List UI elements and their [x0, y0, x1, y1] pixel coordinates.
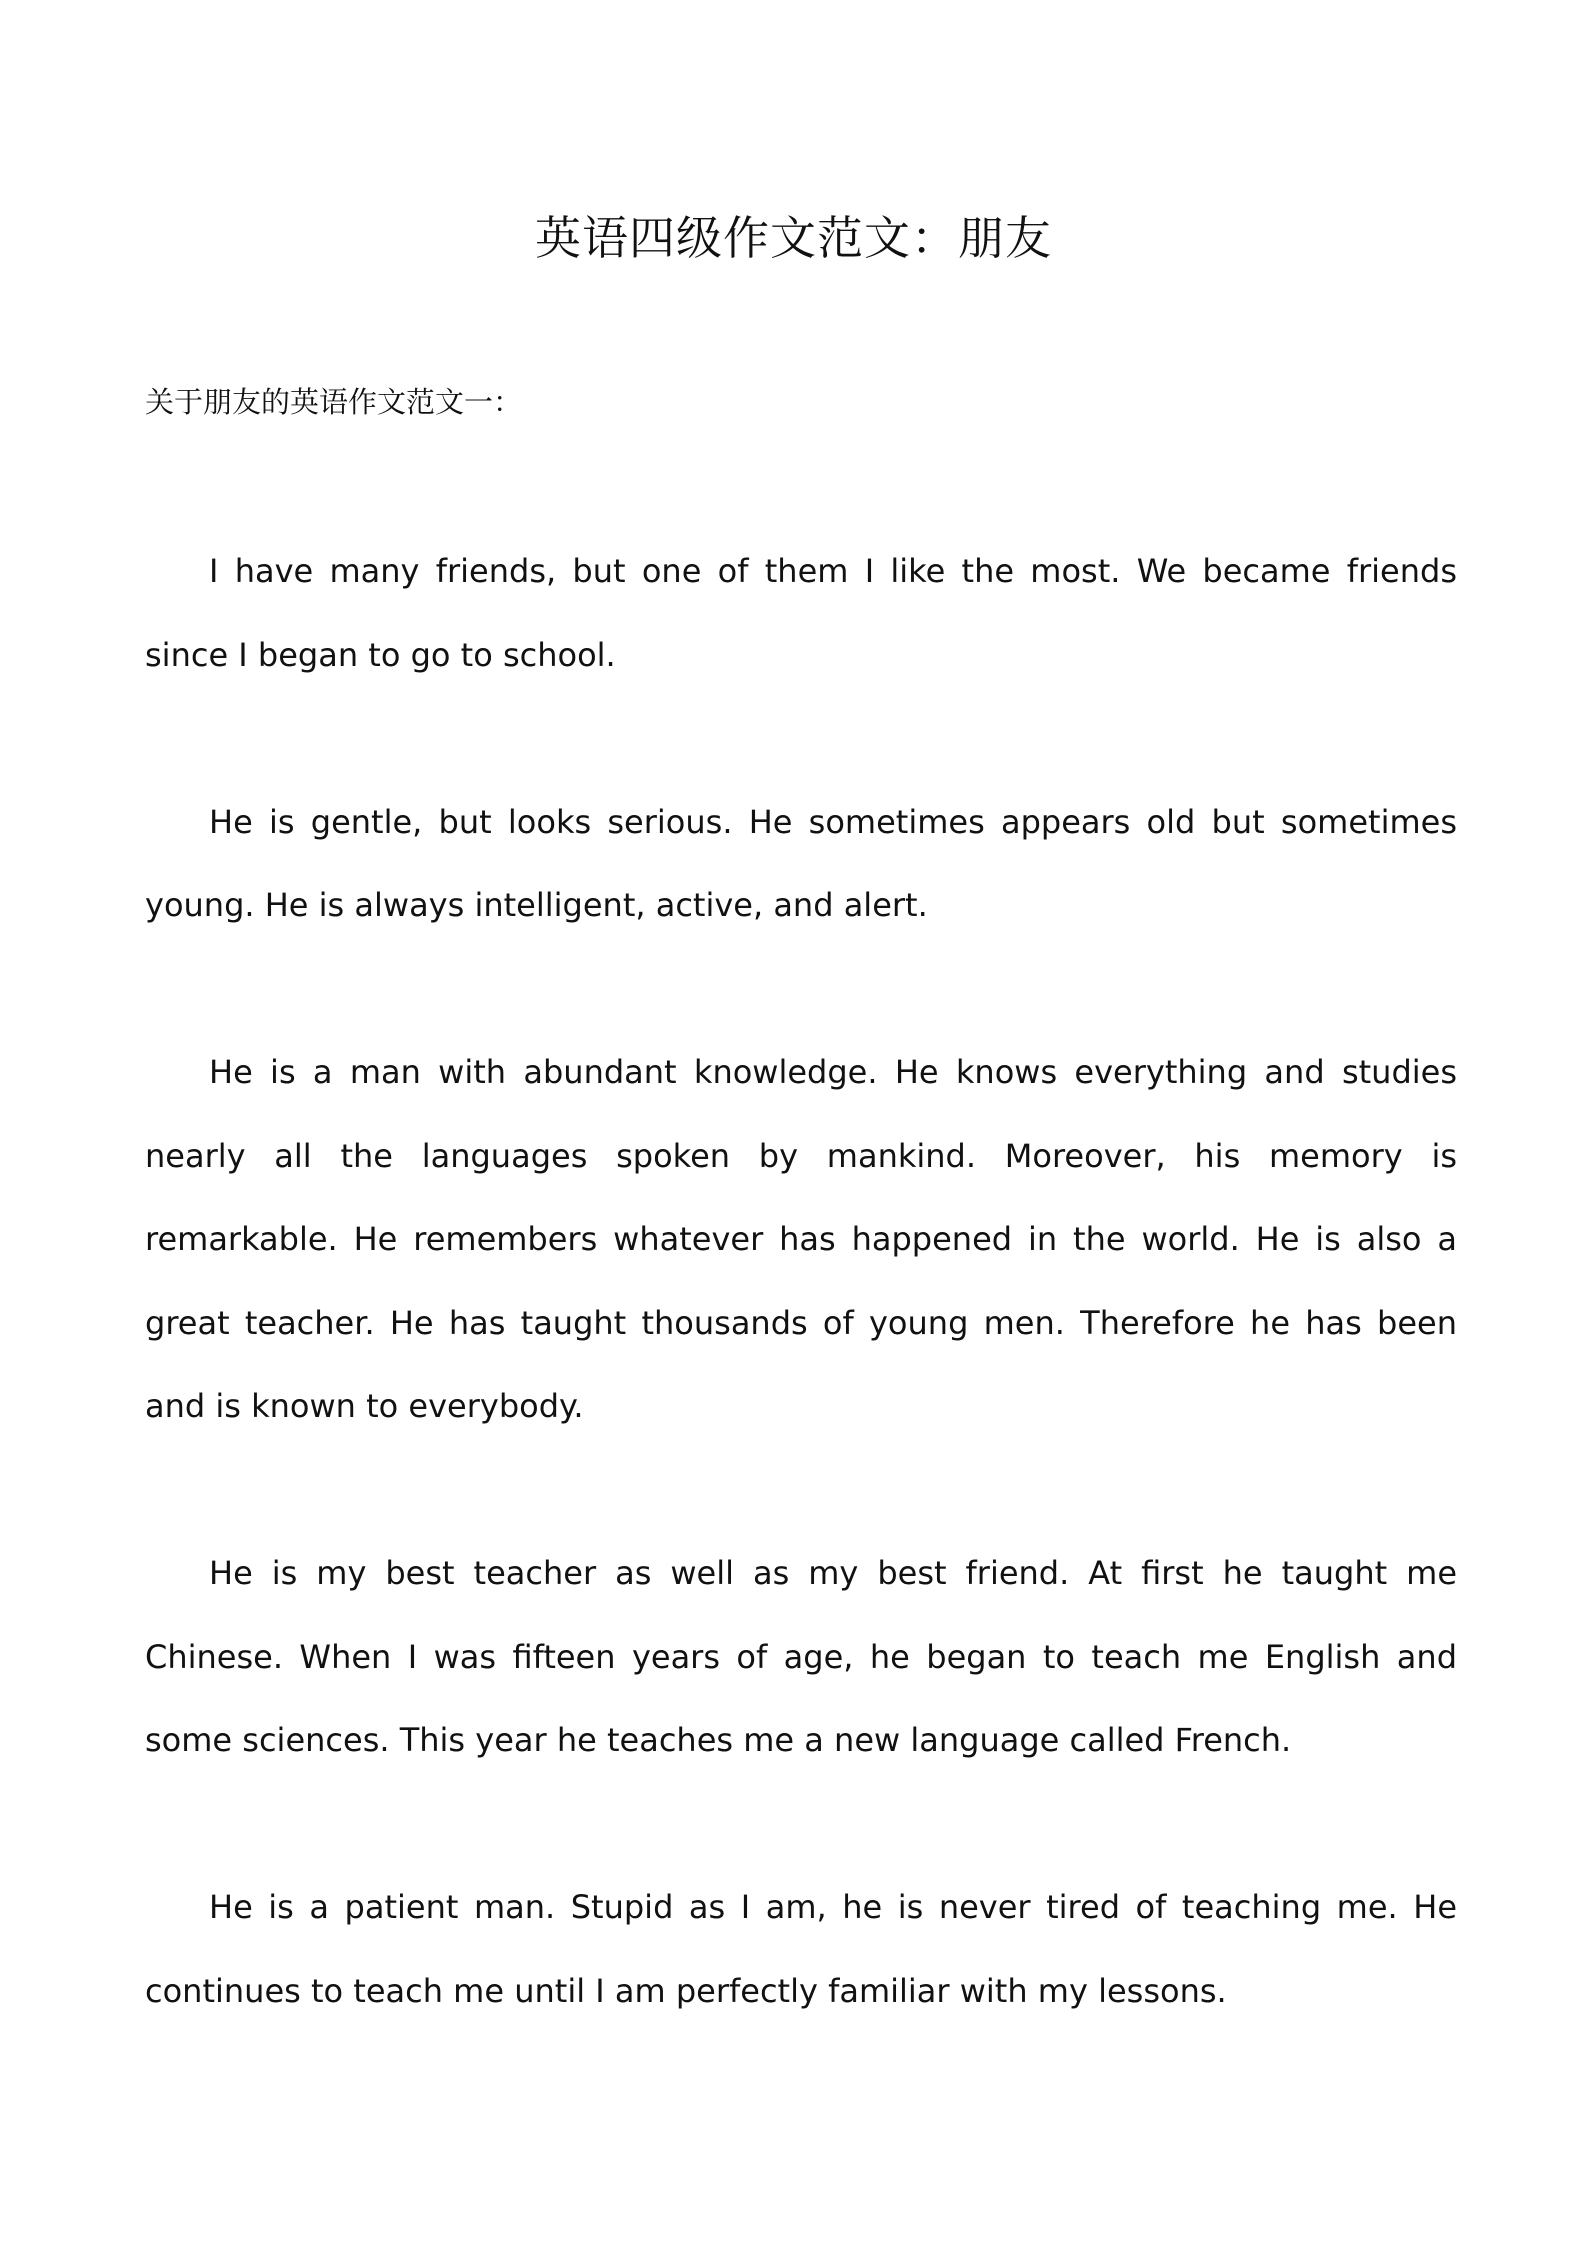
essay-paragraph-5: He is a patient man. Stupid as I am, he is never tired of teaching me. He continues to teach me until I am perfectly familiar with my lessons. [145, 1888, 1457, 2010]
essay-body [145, 530, 1457, 2033]
document-title: 英语四级作文范文：朋友 [535, 211, 1052, 265]
essay-paragraph-4: He is my best teacher as well as my best friend. At first he taught me Chinese. When I was fifteen years of age, he began to teach me English and some sciences. This year he teaches me a new language called French. [145, 1554, 1457, 1759]
essay-paragraph-2: He is gentle, but looks serious. He sometimes appears old but sometimes young. He is always intelligent, active, and alert. [145, 802, 1457, 924]
essay-paragraph-1: I have many friends, but one of them I like the most. We became friends since I began to go to school. [145, 552, 1457, 674]
essay-paragraph-3: He is a man with abundant knowledge. He knows everything and studies nearly all the languages spoken by mankind. Moreover, his memory is remarkable. He remembers whatever has happened in the world. He is also a great teacher. He has taught thousands of young men. Therefore he has been and is known to everybody. [145, 1053, 1457, 1425]
section-heading: 关于朋友的英语作文范文一： [145, 385, 523, 419]
